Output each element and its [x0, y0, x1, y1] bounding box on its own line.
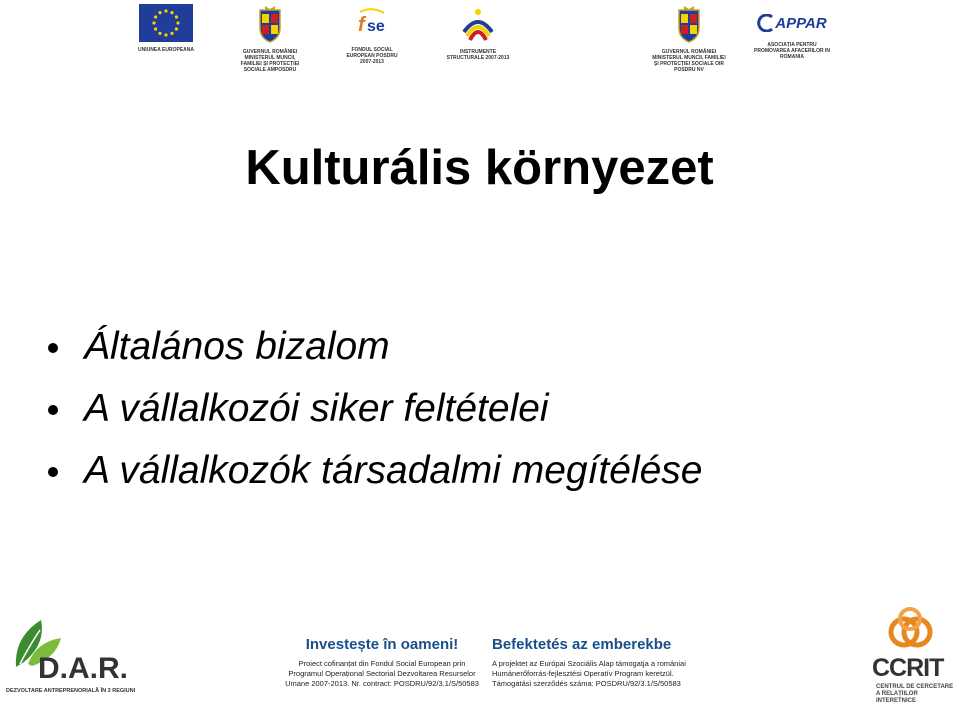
bullet-item — [44, 378, 703, 440]
coat-of-arms-icon — [675, 4, 703, 44]
dar-caption: DEZVOLTARE ANTREPRENORIALĂ ÎN 3 REGIUNI — [6, 688, 136, 694]
svg-text:f: f — [358, 14, 365, 36]
hungarian-slogan: Befektetés az emberekbe — [492, 636, 672, 653]
appar-swoosh-icon — [757, 14, 775, 32]
appar-logo-text: APPAR — [775, 14, 827, 32]
hungarian-line: Támogatási szerződés száma: POSDRU/92/3.1/S/50583 — [492, 679, 681, 688]
bullet-item — [44, 440, 703, 502]
bullet-item — [44, 316, 703, 378]
appar-caption: ASOCIAȚIA PENTRU PROMOVAREA AFACERILOR IN ROMANIA — [754, 42, 830, 60]
romanian-funding-block — [282, 636, 482, 689]
romanian-line: Programul Operațional Sectorial Dezvoltarea Resurselor — [288, 669, 476, 678]
ccrit-logo — [866, 602, 956, 702]
hungarian-line: Humánerőforrás-fejlesztési Operatív Program keretzül. — [492, 669, 674, 678]
bullet-text: Általános bizalom — [84, 325, 390, 368]
romanian-slogan: Investește în oameni! — [305, 636, 459, 653]
coat-of-arms-icon — [256, 4, 284, 44]
eu-caption: UNIUNEA EUROPEANA — [138, 47, 194, 53]
dar-logo-text: D.A.R. — [38, 652, 128, 685]
structural-instruments-logo — [446, 4, 510, 61]
footer — [0, 600, 959, 704]
bullet-dot-icon — [48, 343, 58, 353]
ccrit-caption: CENTRUL DE CERCETARE — [876, 684, 954, 690]
romanian-line: Umane 2007-2013. Nr. contract: POSDRU/92/3.1/S/50583 — [285, 679, 479, 688]
bullet-list — [44, 316, 703, 502]
structural-instruments-caption: INSTRUMENTE STRUCTURALE 2007-2013 — [446, 49, 510, 61]
structural-instruments-icon — [458, 4, 498, 44]
svg-text:se: se — [367, 18, 385, 35]
ccrit-caption: A RELAȚIILOR INTERETNICE — [876, 691, 918, 704]
government-logo-1 — [234, 4, 306, 73]
bullet-text: A vállalkozók társadalmi megítélése — [84, 449, 703, 492]
bullet-dot-icon — [48, 405, 58, 415]
government-logo-2 — [652, 4, 726, 73]
dar-logo — [2, 608, 142, 700]
ccrit-logo-text: CCRIT — [872, 654, 944, 682]
bullet-dot-icon — [48, 467, 58, 477]
eu-flag-icon — [139, 4, 193, 42]
fse-icon — [352, 4, 392, 42]
eu-logo — [137, 4, 195, 53]
hungarian-line: A projektet az Európai Szociális Alap támogatja a romániai — [492, 659, 686, 668]
government-caption-1: GUVERNUL ROMÂNIEI MINISTERUL MUNCII, FAMILIEI ȘI PROTECȚIEI SOCIALE AMPOSDRU — [240, 49, 300, 73]
romanian-line: Proiect cofinanțat din Fondul Social European prin — [298, 659, 466, 668]
appar-mark — [754, 4, 830, 42]
fse-caption: FONDUL SOCIAL EUROPEAN POSDRU 2007-2013 — [346, 47, 398, 65]
header-logo-strip — [0, 0, 959, 80]
hungarian-funding-block — [492, 636, 702, 689]
appar-logo — [754, 4, 830, 60]
government-caption-2: GUVERNUL ROMÂNIEI MINISTERUL MUNCII, FAMILIEI ȘI PROTECȚIEI SOCIALE OIR POSDRU NV — [652, 49, 726, 73]
slide-title: Kulturális környezet — [245, 141, 714, 195]
ccrit-rings-icon — [884, 602, 936, 652]
fse-logo — [342, 4, 402, 65]
bullet-text: A vállalkozói siker feltételei — [84, 387, 549, 430]
